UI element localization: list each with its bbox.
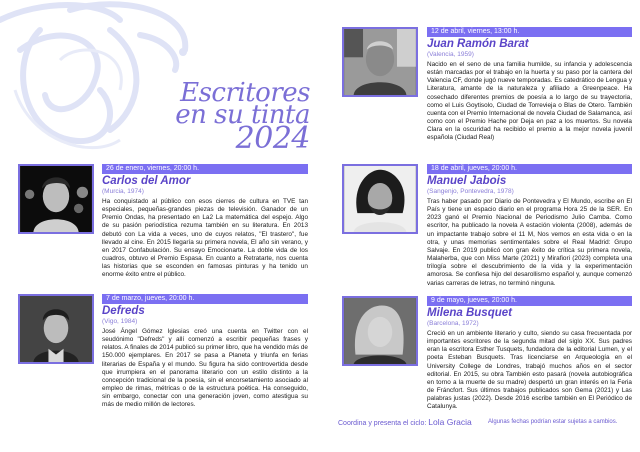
coordinator-credit [338,417,472,427]
event-date: 18 de abril, jueves, 20:00 h. [427,164,632,174]
author-photo [342,27,418,97]
portrait-photo-icon [344,29,416,95]
author-photo [18,294,94,364]
schedule-disclaimer: Algunas fechas podrían estar sujetas a cambios. [488,419,618,425]
coordinator-prefix: Coordina y presenta el ciclo: [338,420,429,427]
portrait-photo-icon [344,298,416,364]
author-origin: (Murcia, 1974) [102,188,144,195]
author-name: Manuel Jabois [427,175,507,187]
event-date: 12 de abril, viernes, 13:00 h. [427,27,632,37]
author-bio: Creció en un ambiente literario y culto, siendo su casa frecuentada por importantes escritores de la segunda mitad del siglo XX. Sus padres eran la escritora Esther Tusquets, fundadora de la editorial Lumen, y el poeta Esteban Busquets. Tras licenciarse en Arqueología en el University College de Londres, trabajó muchos años en el sector editorial. En 2015, su obra También esto pasará (novela autobiográfica en torno a la muerte de su madre) despertó un gran interés en la Feria de Fráncfort. Sus últimos trabajos publicados son Gema (2021) y Las palabras justas (2022). Desde 2016 escribe también en El Periódico de Catalunya. [427,330,632,411]
author-origin: (Sangenjo, Pontevedra, 1978) [427,188,514,195]
author-bio: Tras haber pasado por Diario de Pontevedra y El Mundo, escribe en El País y tiene un espacio diario en el programa Hora 25 de la SER. En 2023 ganó el Premio Nacional de Periodismo Julio Camba. Como escritor, ha publicado la novela A estación violenta (2008), además de un impactante trabajo sobre el 11 M, Nos vemos en esta vida o en la otra, y unas memorias sentimentales sobre el Real Madrid: Grupo Salvaje. En 2019 publicó con gran éxito de crítica su primera novela, Malaherba, que con Miss Marte (2021) y Mirafiori (2023) completa una trilogía sobre el descubrimiento de la vida y la experimentación amorosa. Se confiesa hijo del desarollismo español y, aunque comenzó varias carreras de letras, no terminó ninguna. [427,198,632,287]
event-date: 9 de mayo, jueves, 20:00 h. [427,296,632,306]
author-name: Defreds [102,305,145,317]
author-bio: Nacido en el seno de una familia humilde, su infancia y adolescencia están marcadas por el trabajo en la huerta y su paso por la cantera del Valencia CF, donde jugó nueve temporadas. Es catedrático de Lengua y Literatura, amante de la naturaleza y afiliado a Greenpeace. Ha cosechado diferentes premios de poesía a lo largo de su trayectoria, como el Luis Goytisolo, Ciudad de Torrevieja o Blas de Otero. También cuenta con el Premio Internacional de novela Ciudad de Salamanca, así como con el Premio Hache por Deja en paz a los muertos. Su novela Clara en la oscuridad ha recibido el premio a la mejor novela juvenil española (Ciudad Real) [427,61,632,142]
event-date: 26 de enero, viernes, 20:00 h. [102,164,308,174]
author-bio: Ha conquistado al público con esos cierres de cultura en TVE tan especiales, pequeñas-grandes piezas de televisión. Ganador de un Premio Ondas, ha presentado en La2 La matemática del espejo. Algo de su pasión periodística rezuma también en su literatura. En 2013 debutó con La vida a veces, uno de cuyos relatos, "El trastero", fue llevado al cine. En 2015 llegaría su primera novela, El año sin verano, y en 2017 Confabulación. Su ensayo Emocionarte. La doble vida de los cuadros, obtuvo el Premio Espasa. En cuanto a Retratarte, nos cuenta las historias que se esconden en famosas pinturas y ha tenido un enorme éxito entre el público. [102,198,308,279]
portrait-photo-icon [344,166,416,232]
author-name: Milena Busquet [427,307,512,319]
portrait-photo-icon [20,166,92,232]
author-origin: (Barcelona, 1972) [427,320,479,327]
author-photo [18,164,94,234]
author-photo [342,296,418,366]
coordinator-name: Lola Gracia [428,417,472,427]
author-origin: (Valencia, 1959) [427,51,474,58]
title-line-3: 2024 [235,121,310,156]
page-title [168,78,310,156]
title-line-2: en su tinta [175,100,310,130]
author-bio: José Ángel Gómez Iglesias creó una cuenta en Twitter con el seudónimo "Defreds" y allí comenzó a escribir pequeñas frases y relatos. A finales de 2014 publicó su primer libro, que ha vendido más de 150.000 ejemplares. En 2017 se pasa a Planeta y triunfa en ferias literarias de España y el mundo. Su figura ha sido controvertida desde que irrumpiera en el panorama literario con un estilo distinto a la concepción tradicional de la poesía, sin el encorsetamiento asociado al empleo de rimas, métricas o de la estructura poética. Ha conseguido, sin embargo, conectar con una generación joven, como atestigua su más de medio millón de lectores. [102,328,308,409]
author-origin: (Vigo, 1984) [102,318,138,325]
portrait-photo-icon [20,296,92,362]
author-name: Juan Ramón Barat [427,38,529,50]
title-line-1: Escritores [180,78,310,108]
author-name: Carlos del Amor [102,175,191,187]
event-date: 7 de marzo, jueves, 20:00 h. [102,294,308,304]
author-photo [342,164,418,234]
